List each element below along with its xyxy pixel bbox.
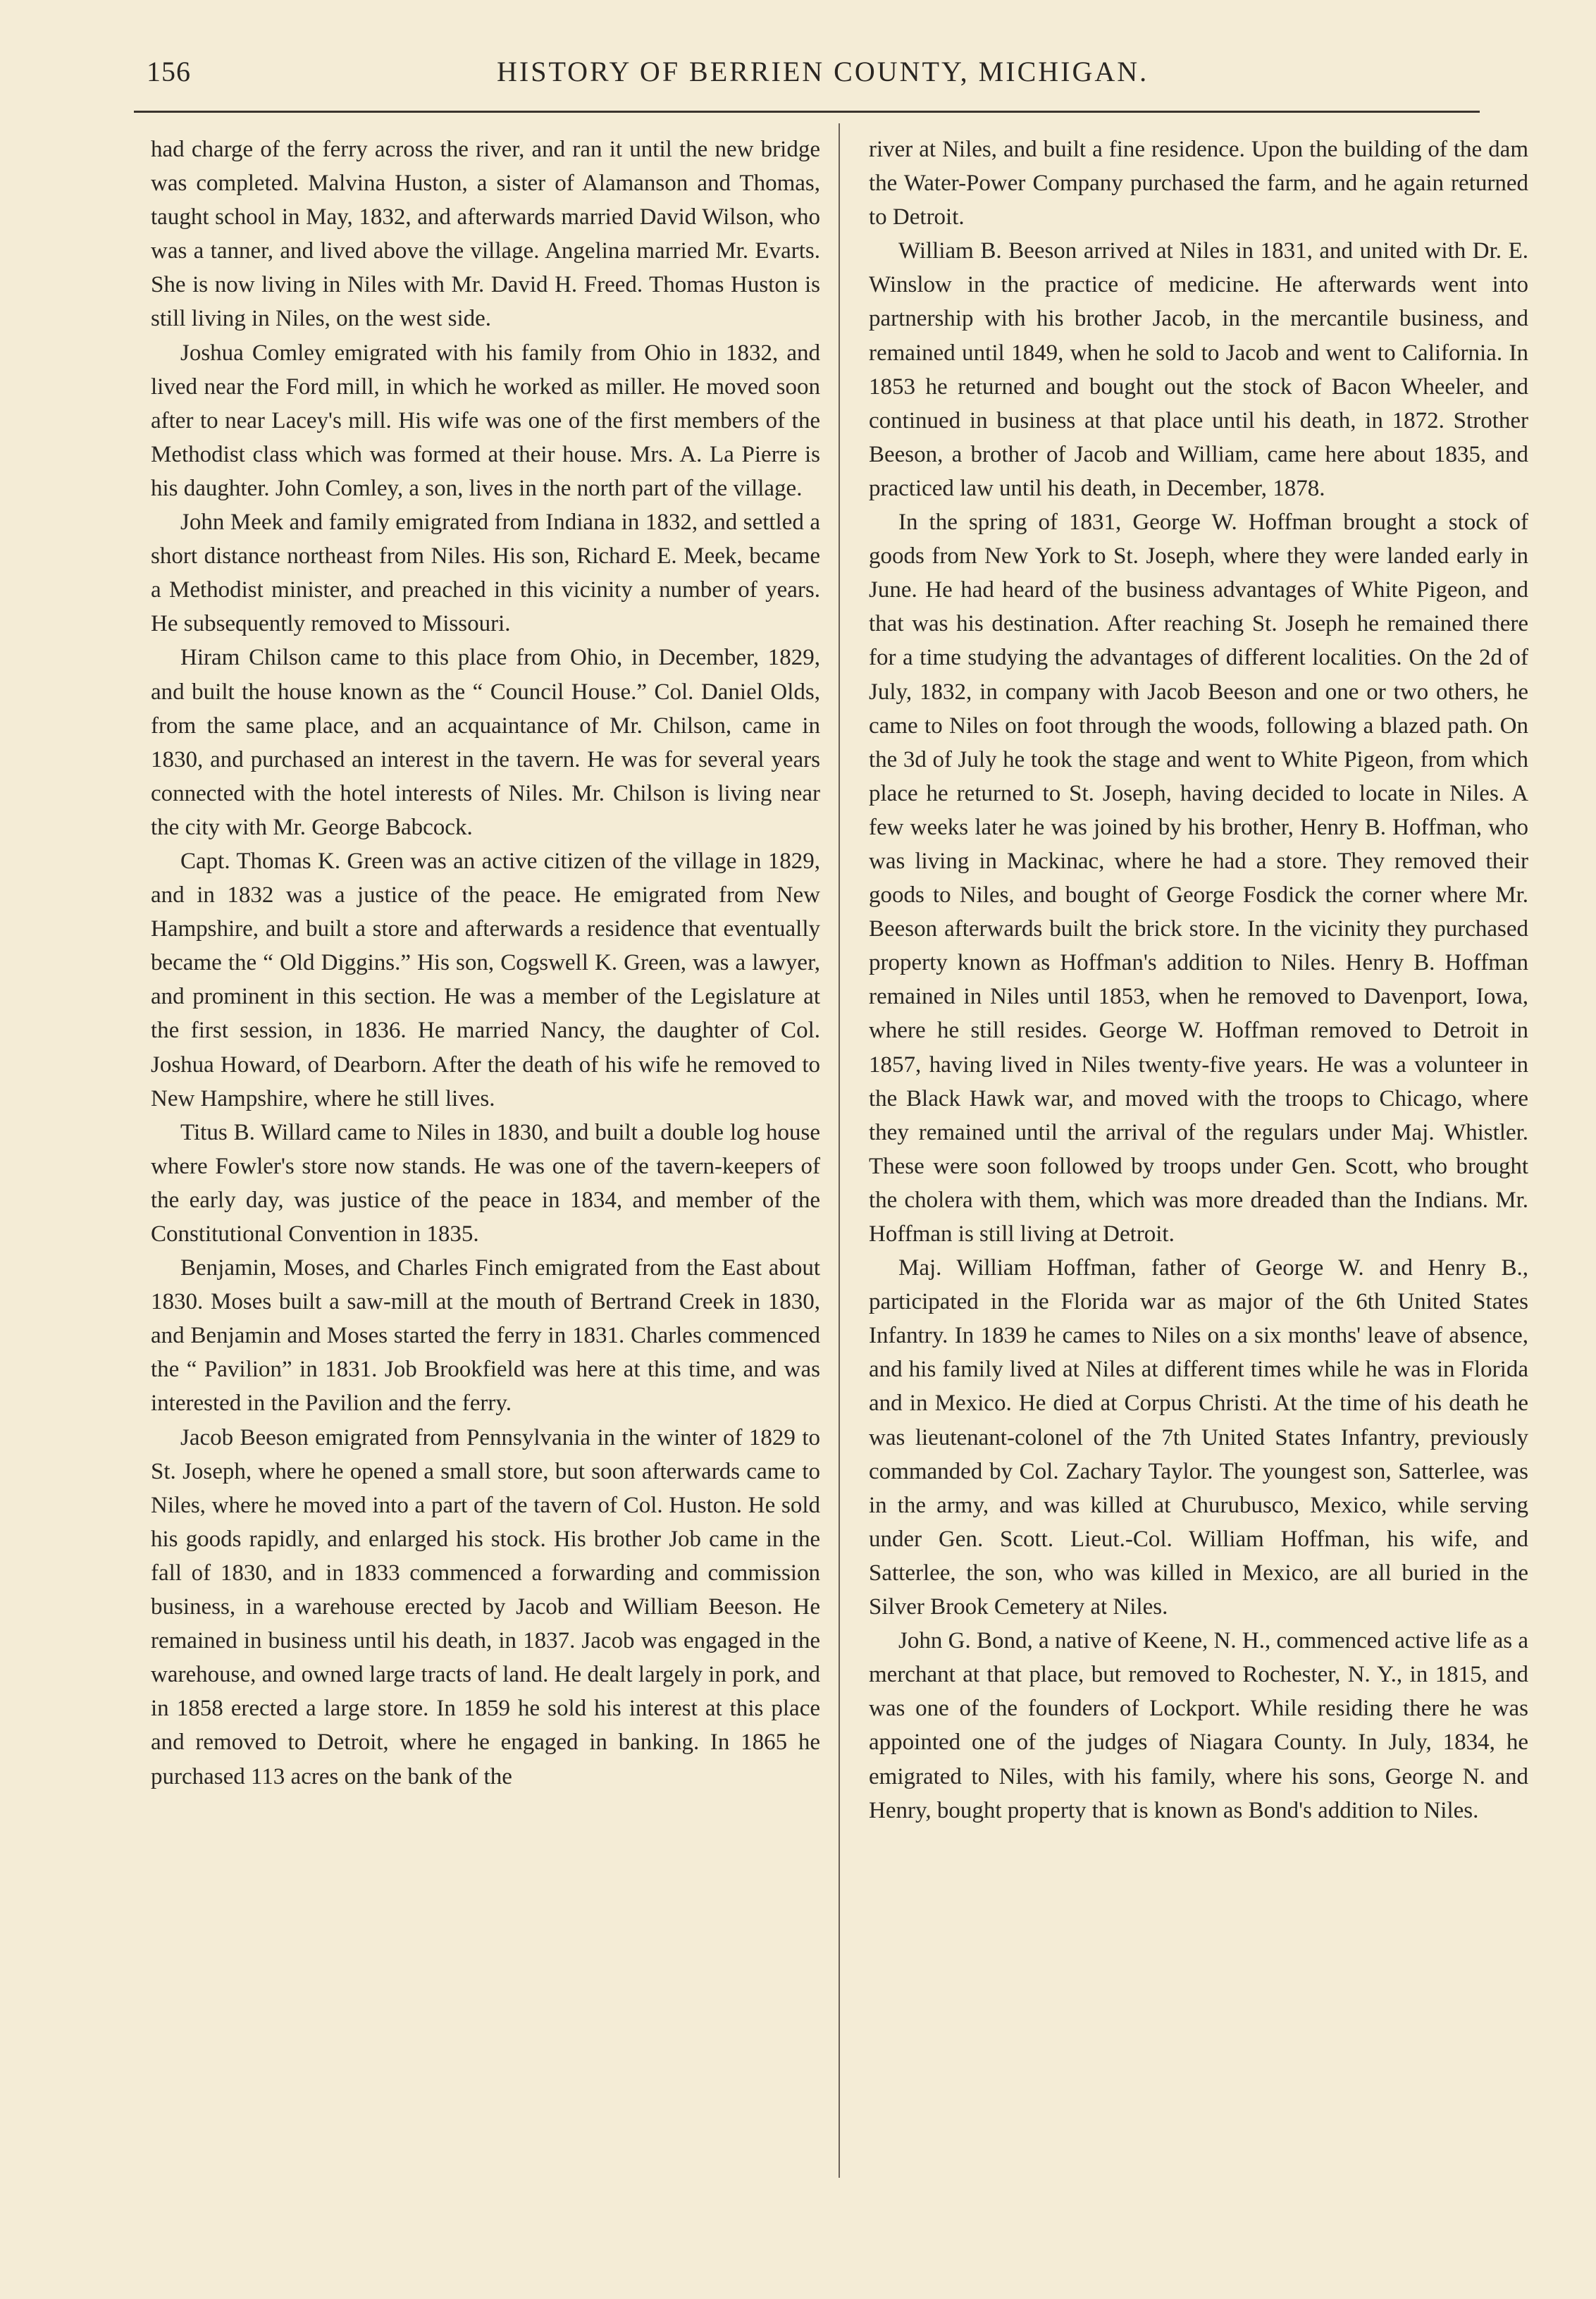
paragraph: Joshua Comley emigrated with his family from Ohio in 1832, and lived near the Ford mill, in which he worked as miller. He moved soon after to near Lacey's mill. His wife was one of the first members of the Methodist class which was formed at their house. Mrs. A. La Pierre is his daughter. John Comley, a son, lives in the north part of the village. [151,340,820,501]
paragraph: In the spring of 1831, George W. Hoffman brought a stock of goods from New York to St. Joseph, where they were landed early in June. He had heard of the business advantages of White Pigeon, and that was his destination. After reaching St. Joseph he remained there for a time studying the advantages of different localities. On the 2d of July, 1832, in company with Jacob Beeson and one or two others, he came to Niles on foot through the woods, following a blazed path. On the 3d of July he took the stage and went to White Pigeon, from which place he returned to St. Joseph, having decided to locate in Niles. A few weeks later he was joined by his brother, Henry B. Hoffman, who was living in Mackinac, where he had a store. They removed their goods to Niles, and bought of George Fosdick the corner where Mr. Beeson afterwards built the brick store. In the vicinity they purchased property known as Hoffman's addition to Niles. Henry B. Hoffman remained in Niles until 1853, when he removed to Davenport, Iowa, where he still resides. George W. Hoffman removed to Detroit in 1857, having lived in Niles twenty-five years. He was a volunteer in the Black Hawk war, and moved with the troops to Chicago, where they remained until the arrival of the regulars under Maj. Whistler. These were soon followed by troops under Gen. Scott, who brought the cholera with them, which was more dreaded than the Indians. Mr. Hoffman is still living at Detroit. [869,510,1528,1247]
paragraph: John G. Bond, a native of Keene, N. H., commenced active life as a merchant at that place, but removed to Rochester, N. Y., in 1815, and was one of the founders of Lockport. While residing there he was appointed one of the judges of Niagara County. In July, 1834, he emigrated to Niles, with his family, where his sons, George N. and Henry, bought property that is known as Bond's addition to Niles. [869,1628,1528,1823]
running-title: HISTORY OF BERRIEN COUNTY, MICHIGAN. [497,56,1149,87]
header-rule [134,111,1480,113]
paragraph: John Meek and family emigrated from Indiana in 1832, and settled a short distance northeast from Niles. His son, Richard E. Meek, became a Methodist minister, and preached in this vicinity a number of years. He subsequently removed to Missouri. [151,510,820,637]
paragraph: William B. Beeson arrived at Niles in 1831, and united with Dr. E. Winslow in the practice of medicine. He afterwards went into partnership with his brother Jacob, in the mercantile business, and remained until 1849, when he sold to Jacob and went to California. In 1853 he returned and bought out the stock of Bacon Wheeler, and continued in business at that place until his death, in 1872. Strother Beeson, a brother of Jacob and William, came here about 1835, and practiced law until his death, in December, 1878. [869,238,1528,501]
column-divider [839,123,840,2178]
page-number: 156 [147,56,191,87]
left-column [151,132,820,1794]
right-column [869,132,1528,1828]
page-header [134,51,1487,100]
paragraph: had charge of the ferry across the river, and ran it until the new bridge was completed. Malvina Huston, a sister of Alamanson and Thomas, taught school in May, 1832, and afterwards married David Wilson, who was a tanner, and lived above the village. Angelina married Mr. Evarts. She is now living in Niles with Mr. David H. Freed. Thomas Huston is still living in Niles, on the west side. [151,137,820,332]
paragraph: Benjamin, Moses, and Charles Finch emigrated from the East about 1830. Moses built a saw-mill at the mouth of Bertrand Creek in 1830, and Benjamin and Moses started the ferry in 1831. Charles commenced the “ Pavilion” in 1831. Job Brookfield was here at this time, and was interested in the Pavilion and the ferry. [151,1255,820,1417]
paragraph: Hiram Chilson came to this place from Ohio, in December, 1829, and built the house known as the “ Council House.” Col. Daniel Olds, from the same place, and an acquaintance of Mr. Chilson, came in 1830, and purchased an interest in the tavern. He was for several years connected with the hotel interests of Niles. Mr. Chilson is living near the city with Mr. George Babcock. [151,645,820,840]
paragraph: river at Niles, and built a fine residence. Upon the building of the dam the Water-Power Company purchased the farm, and he again returned to Detroit. [869,137,1528,230]
paragraph: Capt. Thomas K. Green was an active citizen of the village in 1829, and in 1832 was a justice of the peace. He emigrated from New Hampshire, and built a store and afterwards a residence that eventually became the “ Old Diggins.” His son, Cogswell K. Green, was a lawyer, and prominent in this section. He was a member of the Legislature at the first session, in 1836. He married Nancy, the daughter of Col. Joshua Howard, of Dearborn. After the death of his wife he removed to New Hampshire, where he still lives. [151,848,820,1111]
paragraph: Titus B. Willard came to Niles in 1830, and built a double log house where Fowler's store now stands. He was one of the tavern-keepers of the early day, was justice of the peace in 1834, and member of the Constitutional Convention in 1835. [151,1119,820,1247]
paragraph: Jacob Beeson emigrated from Pennsylvania in the winter of 1829 to St. Joseph, where he opened a small store, but soon afterwards came to Niles, where he moved into a part of the tavern of Col. Huston. He sold his goods rapidly, and enlarged his stock. His brother Job came in the fall of 1830, and in 1833 commenced a forwarding and commission business, in a warehouse erected by Jacob and William Beeson. He remained in business until his death, in 1837. Jacob was engaged in the warehouse, and owned large tracts of land. He dealt largely in pork, and in 1858 erected a large store. In 1859 he sold his interest at this place and removed to Detroit, where he engaged in banking. In 1865 he purchased 113 acres on the bank of the [151,1424,820,1789]
paragraph: Maj. William Hoffman, father of George W. and Henry B., participated in the Florida war as major of the 6th United States Infantry. In 1839 he cames to Niles on a six months' leave of absence, and his family lived at Niles at different times while he was in Florida and in Mexico. He died at Corpus Christi. At the time of his death he was lieutenant-colonel of the 7th United States Infantry, previously commanded by Col. Zachary Taylor. The youngest son, Satterlee, was in the army, and was killed at Churubusco, Mexico, while serving under Gen. Scott. Lieut.-Col. William Hoffman, his wife, and Satterlee, the son, who was killed in Mexico, are all buried in the Silver Brook Cemetery at Niles. [869,1255,1528,1620]
